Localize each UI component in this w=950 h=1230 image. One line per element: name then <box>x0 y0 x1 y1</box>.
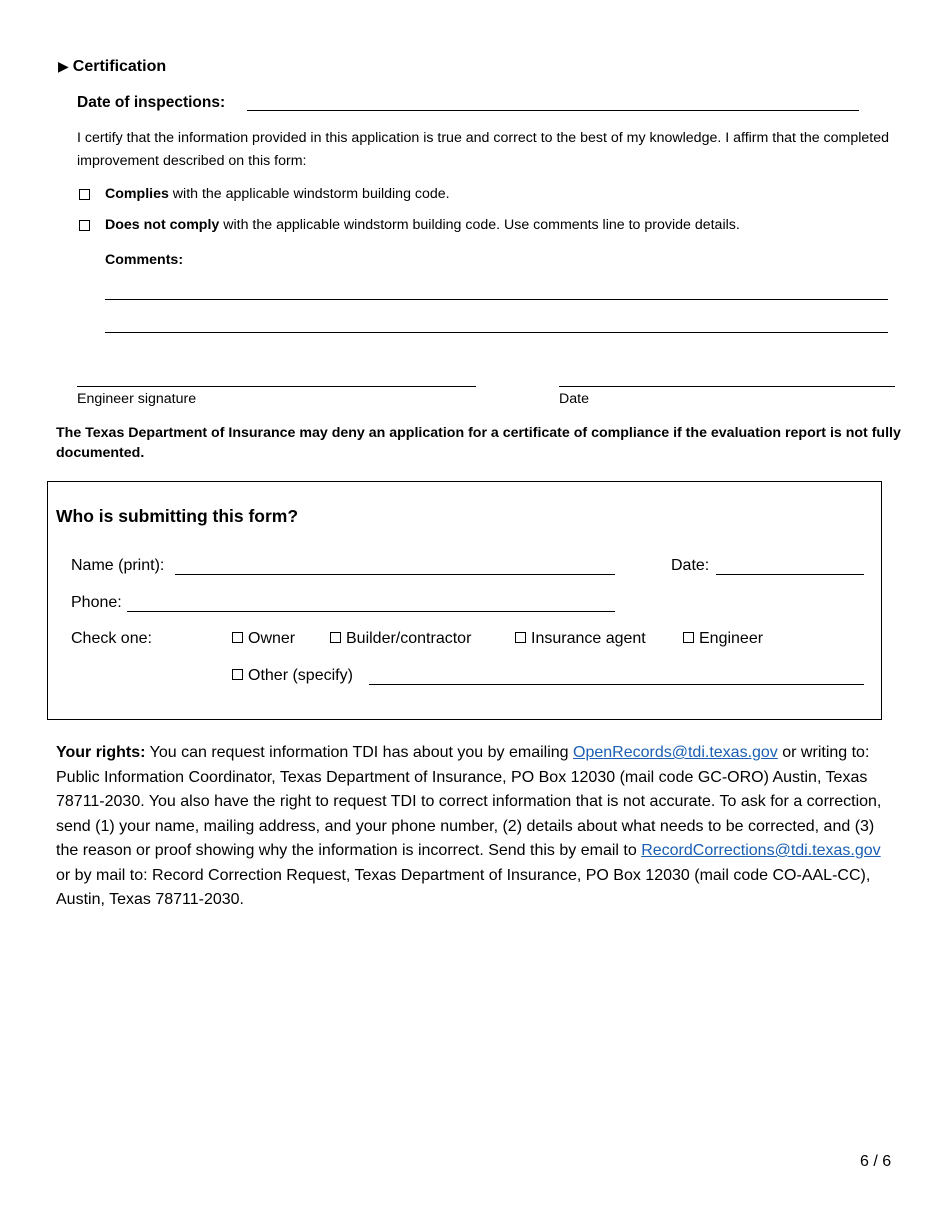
comments-label: Comments: <box>105 252 184 268</box>
record-corrections-email-link[interactable]: RecordCorrections@tdi.texas.gov <box>641 842 881 859</box>
name-print-label: Name (print): <box>71 557 165 574</box>
insurance-agent-label: Insurance agent <box>531 630 646 647</box>
your-rights-paragraph <box>56 741 898 913</box>
engineer-signature-label: Engineer signature <box>77 391 197 407</box>
other-checkbox[interactable] <box>232 669 243 680</box>
submitter-title: Who is submitting this form? <box>56 506 299 526</box>
complies-bold-label: Complies <box>105 186 169 202</box>
owner-label: Owner <box>248 630 296 647</box>
page-number: 6 / 6 <box>860 1153 892 1170</box>
rights-text-1: You can request information TDI has about you by emailing <box>145 744 574 761</box>
signature-date-field[interactable] <box>559 386 895 387</box>
option-owner[interactable] <box>232 630 295 648</box>
name-print-field[interactable] <box>175 574 615 575</box>
submitter-date-label: Date: <box>671 557 710 574</box>
insurance-agent-checkbox[interactable] <box>515 632 526 643</box>
option-other[interactable] <box>232 667 353 685</box>
engineer-signature-field[interactable] <box>77 386 476 387</box>
deny-notice: The Texas Department of Insurance may deny an application for a certificate of compliance if the evaluation report is not fully documented. <box>56 425 901 461</box>
builder-contractor-label: Builder/contractor <box>346 630 472 647</box>
date-of-inspections-label: Date of inspections: <box>77 94 226 111</box>
rights-text-2: or writing to: Public Information Coordinator, Texas Department of Insurance, PO Box 12030 (mail code GC-ORO) Austin, Texas 78711-2030. You also have the right to request TDI to correct information that is not accurate. To ask for a correction, send (1) your name, mailing address, and your phone number, (2) details about what needs to be corrected, and (3) the reason or proof showing why the information is incorrect. Send this by email to <box>56 744 882 859</box>
triangle-right-icon: ▶ <box>58 58 69 74</box>
other-label: Other (specify) <box>248 667 353 684</box>
check-one-label: Check one: <box>71 630 152 647</box>
comments-line-2[interactable] <box>105 332 888 333</box>
owner-checkbox[interactable] <box>232 632 243 643</box>
option-insurance-agent[interactable] <box>515 630 646 648</box>
submitter-date-field[interactable] <box>716 574 864 575</box>
phone-label: Phone: <box>71 594 122 611</box>
does-not-comply-checkbox[interactable] <box>79 220 90 231</box>
builder-contractor-checkbox[interactable] <box>330 632 341 643</box>
certification-statement: I certify that the information provided in this application is true and correct to the best of my knowledge. I affirm that the completed improvement described on this form: <box>77 130 889 169</box>
your-rights-label: Your rights: <box>56 744 146 761</box>
certification-heading-text: Certification <box>72 58 167 75</box>
comments-line-1[interactable] <box>105 299 888 300</box>
other-specify-field[interactable] <box>369 684 864 685</box>
option-builder-contractor[interactable] <box>330 630 471 648</box>
complies-label: with the applicable windstorm building code. <box>168 186 450 202</box>
phone-field[interactable] <box>127 611 615 612</box>
engineer-checkbox[interactable] <box>683 632 694 643</box>
does-not-comply-bold-label: Does not comply <box>105 217 220 233</box>
rights-text-3: or by mail to: Record Correction Request, Texas Department of Insurance, PO Box 12030 (mail code CO-AAL-CC), Austin, Texas 78711-2030. <box>56 866 871 908</box>
date-of-inspections-field[interactable] <box>247 110 859 111</box>
option-engineer[interactable] <box>683 630 763 648</box>
certification-heading <box>58 58 166 76</box>
engineer-label: Engineer <box>699 630 764 647</box>
signature-date-label: Date <box>559 391 589 407</box>
open-records-email-link[interactable]: OpenRecords@tdi.texas.gov <box>573 744 778 761</box>
does-not-comply-label: with the applicable windstorm building code. Use comments line to provide details. <box>219 217 740 233</box>
complies-checkbox[interactable] <box>79 189 90 200</box>
